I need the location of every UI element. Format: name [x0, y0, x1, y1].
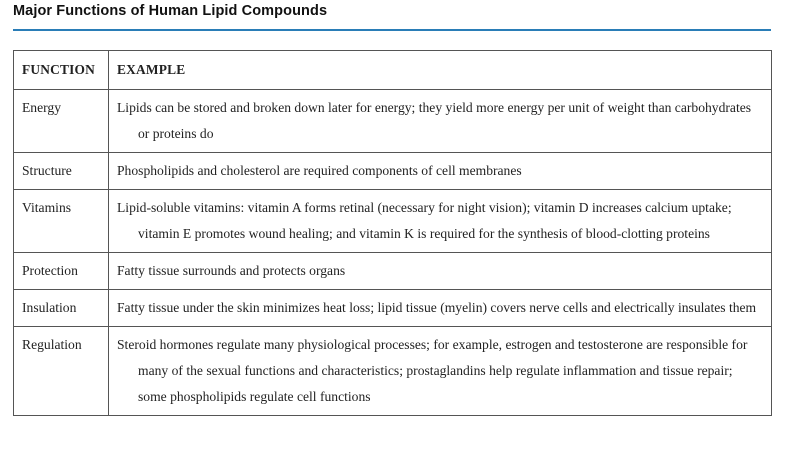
table-header-row	[14, 51, 772, 90]
lipid-functions-table	[13, 50, 772, 416]
function-cell: Energy	[14, 90, 109, 153]
function-cell: Insulation	[14, 290, 109, 327]
table-row	[14, 153, 772, 190]
table-row	[14, 253, 772, 290]
table-row	[14, 90, 772, 153]
example-cell: Steroid hormones regulate many physiological processes; for example, estrogen and testosterone are responsible for many of the sexual functions and characteristics; prostaglandins help regulate inflammation and tissue repair; some phospholipids regulate cell functions	[109, 327, 772, 416]
example-cell: Fatty tissue surrounds and protects organs	[109, 253, 772, 290]
table-row	[14, 190, 772, 253]
title-underline	[13, 29, 771, 31]
header-example: EXAMPLE	[109, 51, 772, 90]
page-title: Major Functions of Human Lipid Compounds	[13, 3, 328, 19]
function-cell: Structure	[14, 153, 109, 190]
example-cell: Fatty tissue under the skin minimizes heat loss; lipid tissue (myelin) covers nerve cells and electrically insulates them	[109, 290, 772, 327]
function-cell: Regulation	[14, 327, 109, 416]
example-cell: Phospholipids and cholesterol are required components of cell membranes	[109, 153, 772, 190]
table-row	[14, 327, 772, 416]
table-row	[14, 290, 772, 327]
example-cell: Lipid-soluble vitamins: vitamin A forms retinal (necessary for night vision); vitamin D increases calcium uptake; vitamin E promotes wound healing; and vitamin K is required for the synthesis of blood-clotting proteins	[109, 190, 772, 253]
example-cell: Lipids can be stored and broken down later for energy; they yield more energy per unit of weight than carbohydrates or proteins do	[109, 90, 772, 153]
function-cell: Vitamins	[14, 190, 109, 253]
function-cell: Protection	[14, 253, 109, 290]
header-function: FUNCTION	[14, 51, 109, 90]
